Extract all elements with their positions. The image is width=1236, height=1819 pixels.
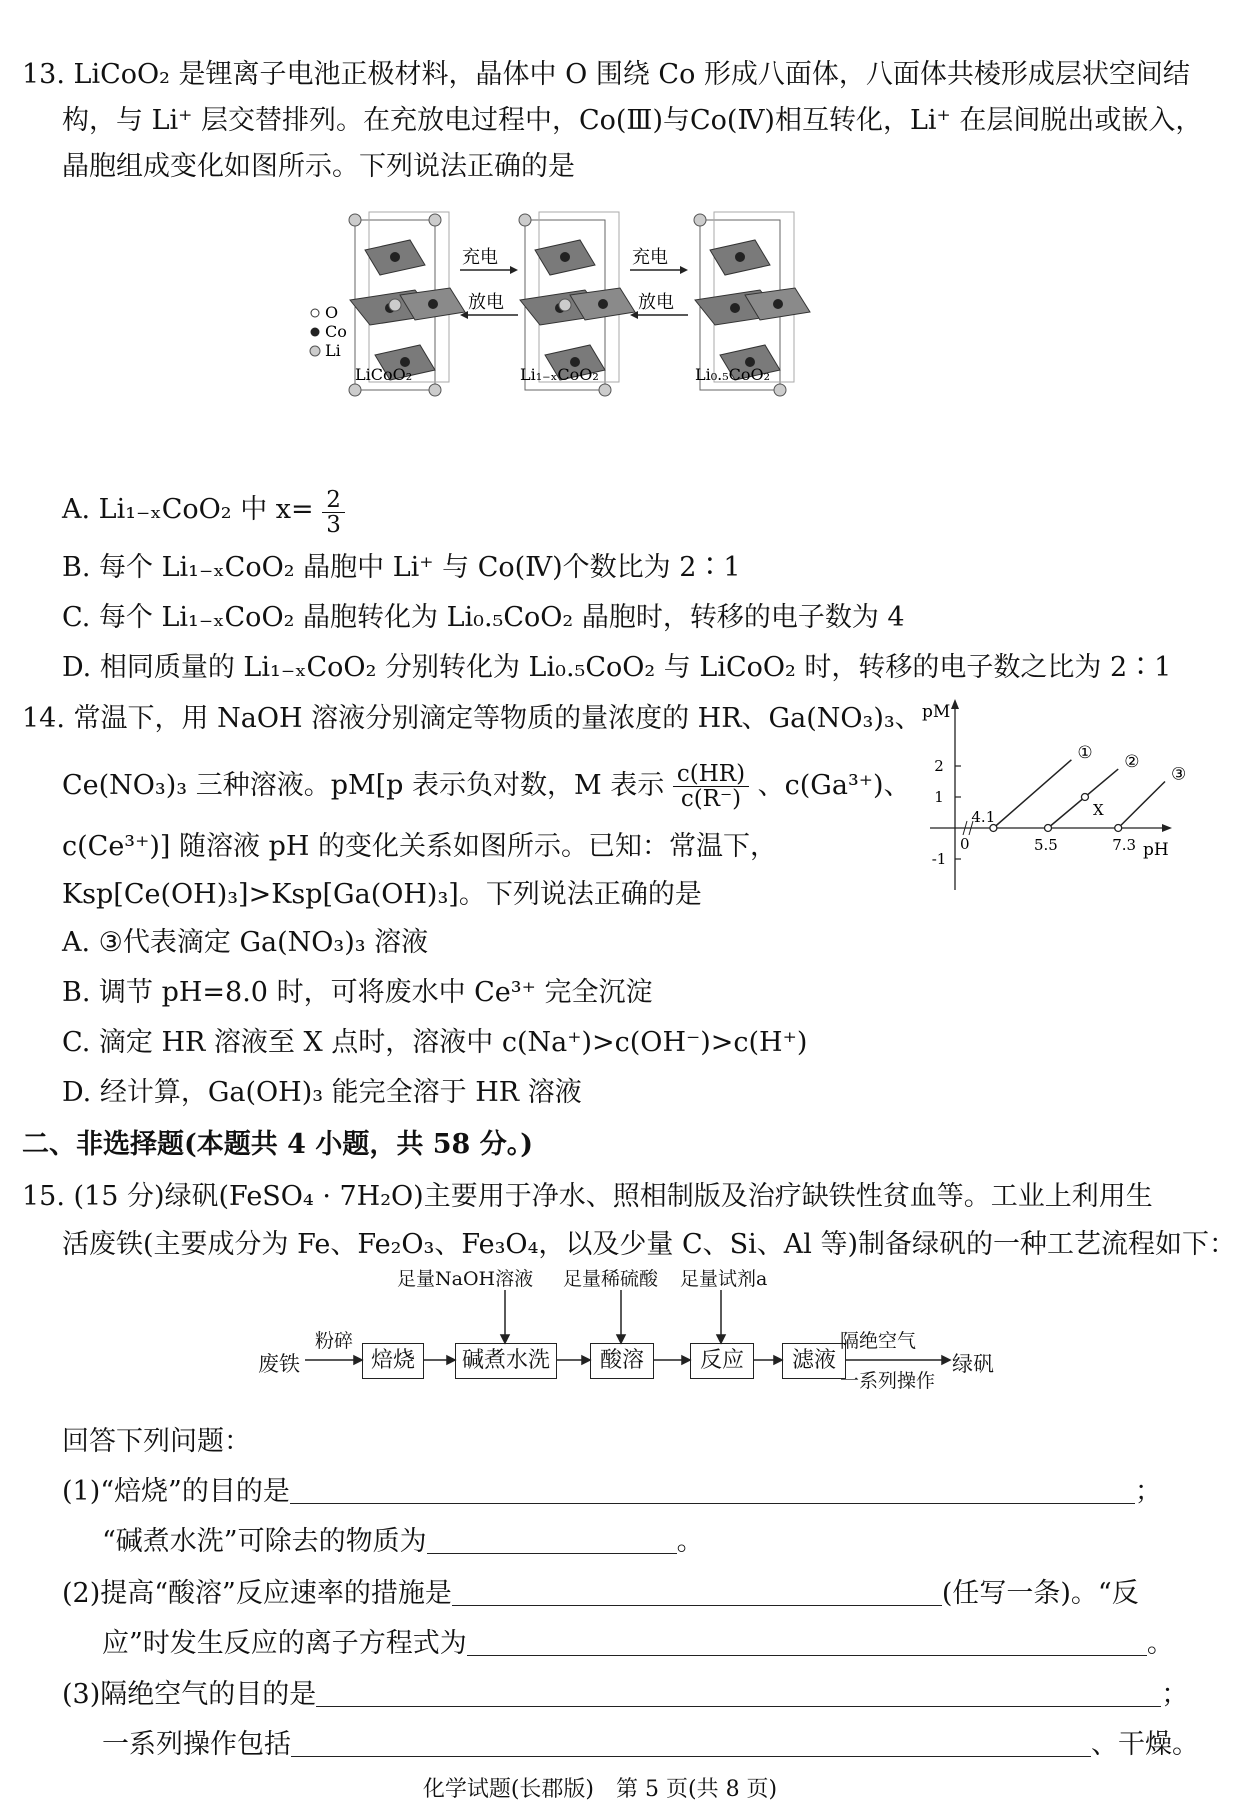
answer-blank-3a[interactable] [316,1680,1161,1707]
q14-option-d: D. 经计算，Ga(OH)₃ 能完全溶于 HR 溶液 [62,1077,582,1108]
series-label-2: ② [1124,752,1140,773]
step-filtrate: 滤液 [782,1343,846,1379]
origin-label: 0 [960,835,970,853]
reagent-naoh: 足量NaOH溶液 [397,1268,534,1290]
flow-product-green-vitriol: 绿矾 [952,1352,994,1376]
page-footer: 化学试题(长郡版) 第 5 页(共 8 页) [422,1777,778,1802]
flow-grind-label: 粉碎 [315,1330,354,1352]
y-tick-label-0: 2 [934,757,944,775]
q14-option-c: C. 滴定 HR 溶液至 X 点时，溶液中 c(Na⁺)>c(OH⁻)>c(H⁺) [62,1027,808,1058]
y-tick-label-2: -1 [931,850,947,868]
cell-label-li05coo2: Li₀.₅CoO₂ [695,365,771,384]
q13-line3: 晶胞组成变化如图所示。下列说法正确的是 [62,151,575,182]
x-axis-label: pH [1143,840,1169,860]
q13-line2: 构，与 Li⁺ 层交替排列。在充放电过程中，Co(Ⅲ)与Co(Ⅳ)相互转化，Li⁺ 在层间脱出或嵌入， [62,105,1203,136]
reagent-h2so4: 足量稀硫酸 [563,1268,659,1290]
legend-co: Co [325,322,347,341]
q15-sub1a: (1)“焙烧”的目的是 ； [62,1476,1162,1507]
flow-start-waste-iron: 废铁 [258,1352,300,1376]
flow-series-ops: 一系列操作 [840,1370,936,1392]
step-react: 反应 [690,1343,754,1379]
q13-option-a: A. Li₁₋ₓCoO₂ 中 x= $\frac{2}{3}$ [62,488,345,537]
y-axis-label: pM [922,702,951,722]
series-label-1: ① [1077,742,1093,763]
q15-sub1b: “碱煮水洗”可除去的物质为 。 [102,1526,704,1557]
q15-intro: 回答下列问题： [62,1426,251,1457]
q15-line1: 15. (15 分)绿矾(FeSO₄ · 7H₂O)主要用于净水、照相制版及治疗缺铁性贫血等。工业上利用生 [22,1181,1153,1212]
charge-label-2: 充电 [632,247,668,268]
cell-label-licoo2: LiCoO₂ [355,365,413,384]
y-tick-label-1: 1 [934,788,944,806]
q14-line3: c(Ce³⁺)] 随溶液 pH 的变化关系如图所示。已知：常温下， [62,831,778,862]
q13-option-b: B. 每个 Li₁₋ₓCoO₂ 晶胞中 Li⁺ 与 Co(Ⅳ)个数比为 2∶1 [62,552,741,583]
q15-sub2b: 应”时发生反应的离子方程式为 。 [102,1628,1174,1659]
answer-blank-2a[interactable] [452,1579,942,1606]
q15-sub2a: (2)提高“酸溶”反应速率的措施是 (任写一条)。“反 [62,1578,1139,1609]
q15-sub3a: (3)隔绝空气的目的是 ； [62,1679,1189,1710]
legend-o: O [325,303,339,322]
q14-line4: Ksp[Ce(OH)₃]>Ksp[Ga(OH)₃]。下列说法正确的是 [62,879,702,910]
q14-line1: 14. 常温下，用 NaOH 溶液分别滴定等物质的量浓度的 HR、Ga(NO₃)₃、 [22,703,922,734]
x-intercept-label-0: 4.1 [971,808,996,826]
q13-option-c: C. 每个 Li₁₋ₓCoO₂ 晶胞转化为 Li₀.₅CoO₂ 晶胞时，转移的电子数为 4 [62,602,905,633]
q14-line2: Ce(NO₃)₃ 三种溶液。pM[p 表示负对数，M 表示 $\frac{c(HR)}{c(R^-)}$ 、c(Ga³⁺)、 [62,761,911,812]
step-alkali-wash: 碱煮水洗 [455,1343,557,1379]
answer-blank-1a[interactable] [290,1477,1135,1504]
q13-line1: 13. LiCoO₂ 是锂离子电池正极材料，晶体中 O 围绕 Co 形成八面体，八面体共棱形成层状空间结 [22,59,1190,90]
discharge-label-2: 放电 [638,292,674,313]
section-2-heading: 二、非选择题(本题共 4 小题，共 58 分。) [22,1129,534,1160]
point-x-label: X [1092,801,1104,819]
q15-line2: 活废铁(主要成分为 Fe、Fe₂O₃、Fe₃O₄，以及少量 C、Si、Al 等)制备绿矾的一种工艺流程如下： [62,1229,1236,1260]
reagent-a: 足量试剂a [680,1268,768,1290]
q14-option-a: A. ③代表滴定 Ga(NO₃)₃ 溶液 [62,927,429,958]
series-label-3: ③ [1171,764,1187,785]
answer-blank-2b[interactable] [467,1629,1147,1656]
q14-option-b: B. 调节 pH=8.0 时，可将废水中 Ce³⁺ 完全沉淀 [62,977,653,1008]
x-intercept-label-2: 7.3 [1112,836,1137,854]
charge-label-1: 充电 [462,247,498,268]
discharge-label-1: 放电 [468,292,504,313]
q13-option-d: D. 相同质量的 Li₁₋ₓCoO₂ 分别转化为 Li₀.₅CoO₂ 与 LiCoO₂ 时，转移的电子数之比为 2∶1 [62,652,1172,683]
q15-sub3b: 一系列操作包括 、干燥。 [102,1729,1199,1760]
x-intercept-label-1: 5.5 [1034,836,1058,854]
answer-blank-1b[interactable] [427,1527,677,1554]
answer-blank-3b[interactable] [291,1730,1091,1757]
legend-li: Li [325,341,341,360]
cell-label-li1-xcoo2: Li₁₋ₓCoO₂ [520,365,599,384]
step-acid-dissolve: 酸溶 [590,1343,654,1379]
step-roast: 焙烧 [362,1343,424,1379]
flow-isolate-air: 隔绝空气 [840,1330,917,1352]
